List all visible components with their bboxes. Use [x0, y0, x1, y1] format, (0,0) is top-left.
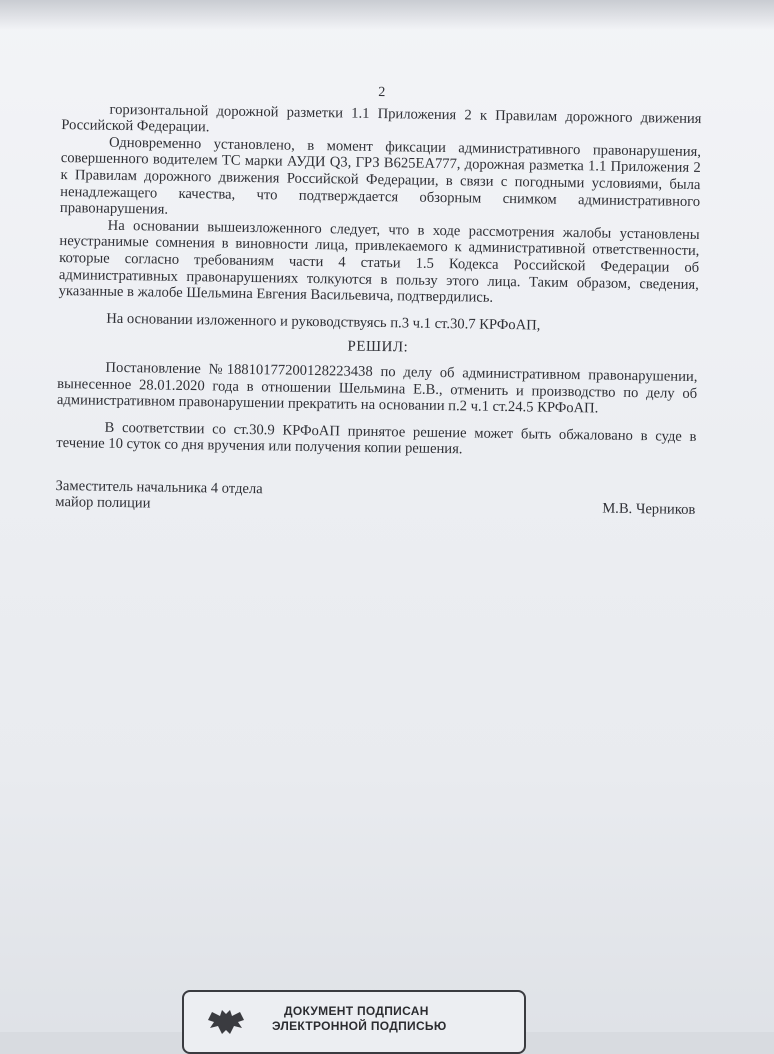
paragraph-marking-reference: горизонтальной дорожной разметки 1.1 Приложения 2 к Правилам дорожного движения Российской Федерации. — [61, 101, 702, 136]
signatory-rank: майор полиции — [55, 494, 151, 512]
paragraph-weather-conditions: Одновременно установлено, в момент фиксации административного правонарушения, совершенного водителем ТС марки АУДИ Q3, ГРЗ В625ЕА777, дорожная разметка 1.1 Приложения 2 к Правилам дорожного движения Российской Федерации, в связи с погодными условиями, была ненадлежащего качества, что подтверждается обзорным снимком административного правонарушения. — [59, 134, 702, 218]
signatory-name: М.В. Черников — [602, 500, 696, 518]
double-headed-eagle-icon — [204, 1008, 248, 1038]
signatory-position: Заместитель начальника 4 отдела — [55, 477, 263, 498]
signature-block — [55, 478, 696, 528]
stamp-line-2: ЭЛЕКТРОННОЙ ПОДПИСЬЮ — [272, 1019, 447, 1033]
paragraph-decision: Постановление №18810177200128223438 по делу об административном правонарушении, вынесенное 28.01.2020 года в отношении Шельмина Е.В., отменить и производство по делу об административном правонарушении прекратить на основании п.2 ч.1 ст.24.5 КРФоАП. — [56, 359, 698, 417]
page-shadow — [0, 0, 774, 30]
paragraph-doubts: На основании вышеизложенного следует, что в ходе рассмотрения жалобы установлены неустранимые сомнения в виновности лица, привлекаемого к административной ответственности, которые согласно требованиям части 4 статьи 1.5 Кодекса Российской Федерации об административных правонарушениях толкуются в пользу этого лица. Таким образом, сведения, указанные в жалобе Шельмина Евгения Васильевича, подтвердились. — [58, 217, 700, 306]
electronic-signature-stamp — [182, 990, 526, 1054]
paragraph-appeal: В соответствии со ст.30.9 КРФоАП принятое решение может быть обжаловано в суде в течение 10 суток со дня вручения или получения копии решения. — [56, 419, 697, 458]
document-body — [55, 80, 702, 528]
stamp-line-1: ДОКУМЕНТ ПОДПИСАН — [284, 1004, 429, 1018]
decision-heading: РЕШИЛ: — [347, 338, 409, 356]
page-number: 2 — [378, 84, 386, 101]
paragraph-legal-basis: На основании изложенного и руководствуясь п.3 ч.1 ст.30.7 КРФоАП, — [106, 310, 541, 334]
